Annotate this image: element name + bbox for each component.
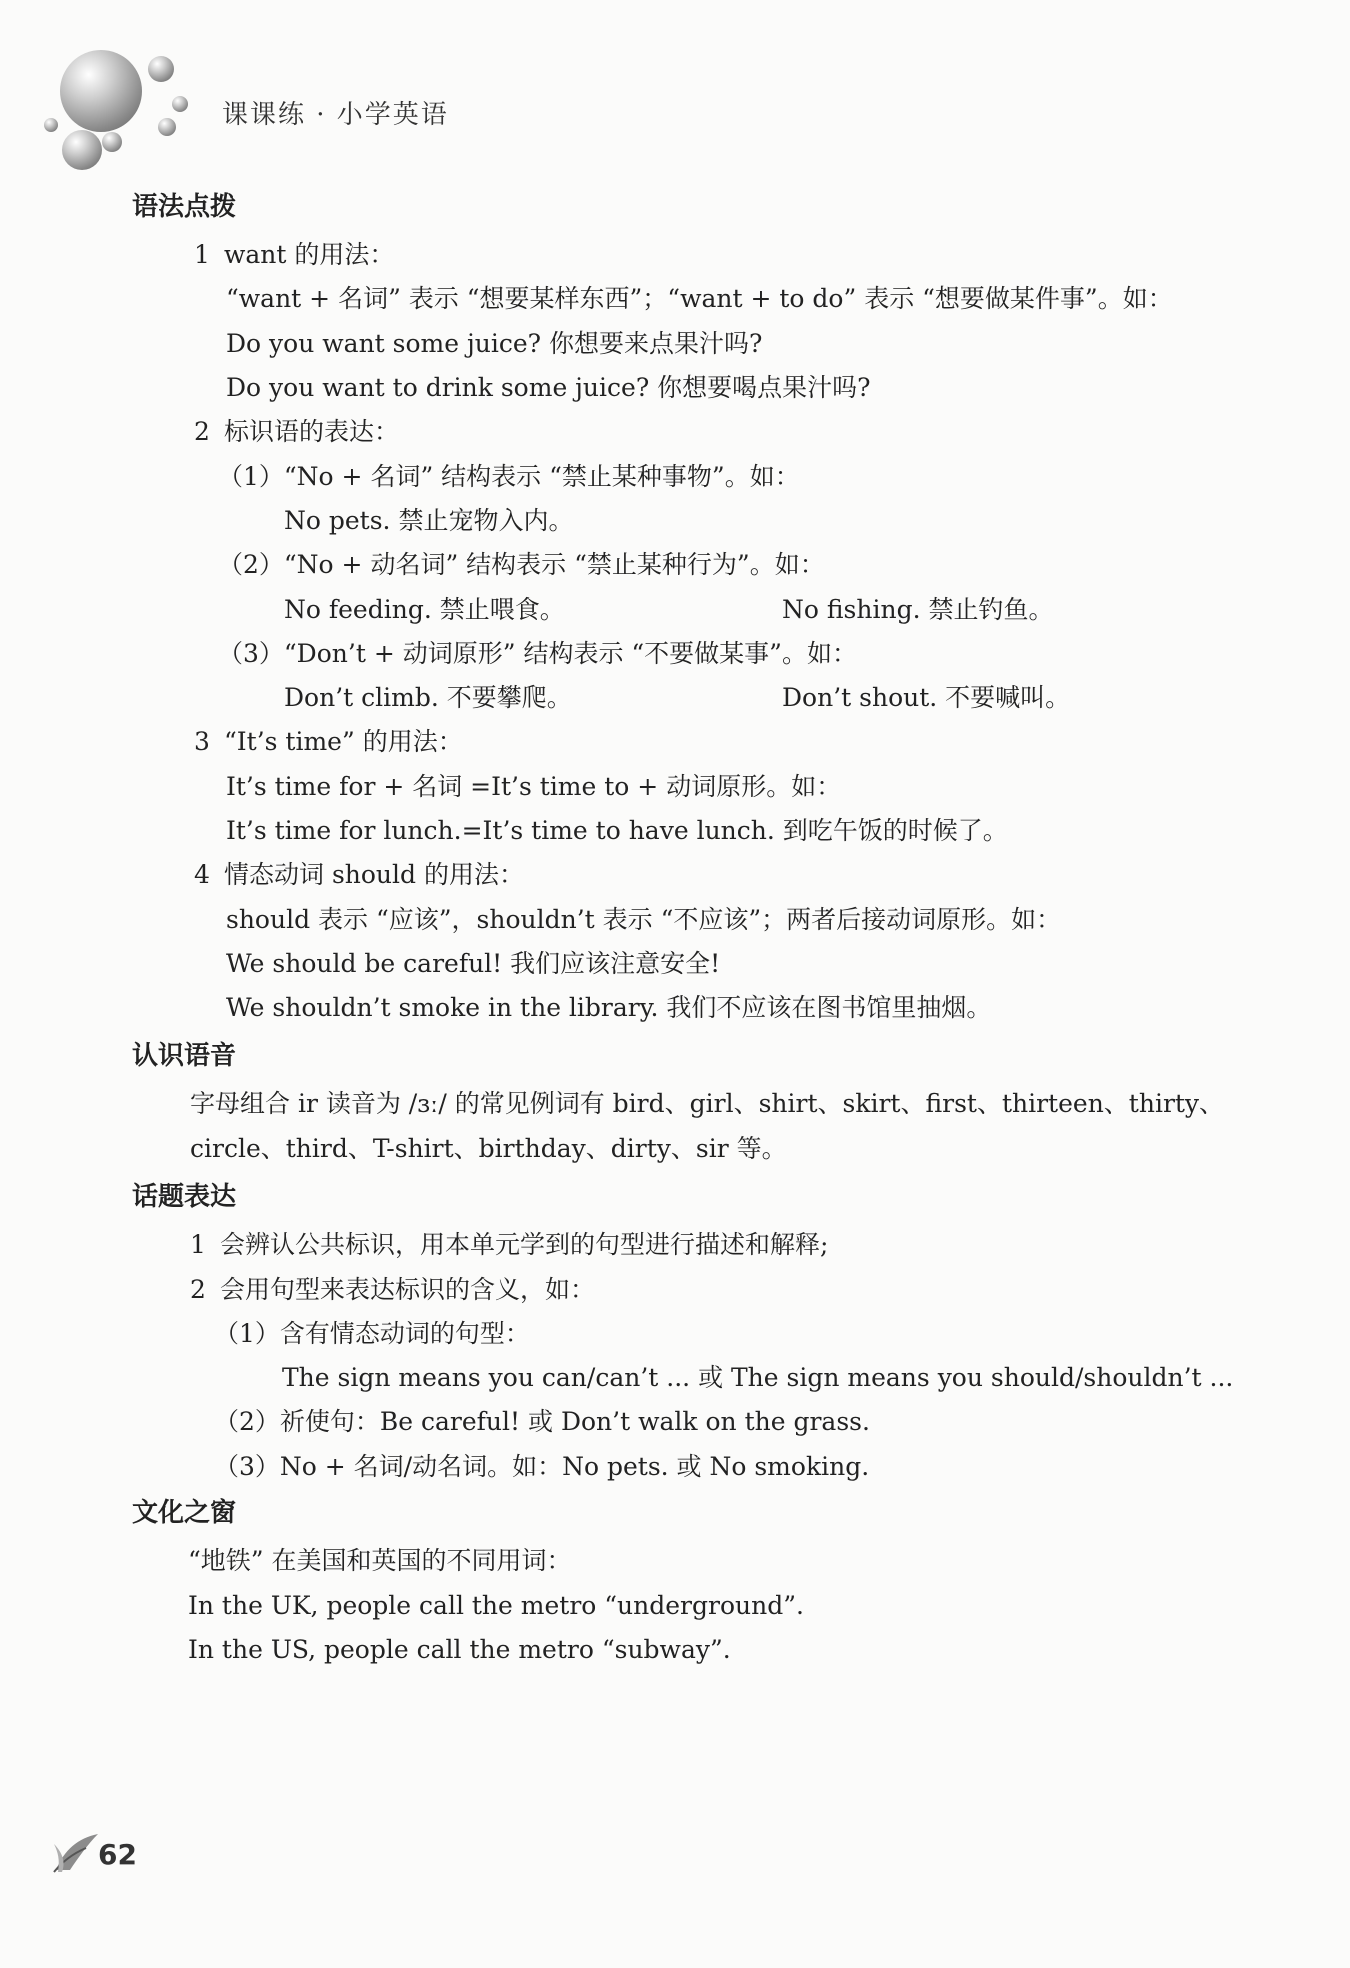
item-number: 2 <box>190 1275 206 1304</box>
culture-line: In the US, people call the metro “subway”. <box>188 1635 731 1664</box>
section-title-grammar: 语法点拨 <box>132 192 237 222</box>
item-number: 1 <box>194 240 210 269</box>
grammar-example: Do you want some juice? 你想要来点果汁吗? <box>226 329 763 358</box>
page-header-title: 课课练 · 小学英语 <box>222 100 449 130</box>
grammar-line: It’s time for + 名词 =It’s time to + 动词原形。如： <box>226 772 842 801</box>
topic-subitem: （3）No + 名词/动名词。如：No pets. 或 No smoking. <box>214 1452 870 1481</box>
item-number: 2 <box>194 417 210 446</box>
grammar-item-2 <box>194 416 399 448</box>
item-number: 4 <box>194 860 210 889</box>
grammar-line: “want + 名词” 表示 “想要某样东西”；“want + to do” 表示 “想要做某件事”。如： <box>226 284 1173 313</box>
topic-example: The sign means you can/can’t ... 或 The sign means you should/shouldn’t ... <box>282 1363 1234 1392</box>
grammar-line: should 表示 “应该”，shouldn’t 表示 “不应该”；两者后接动词原形。如： <box>226 905 1062 934</box>
grammar-example: No fishing. 禁止钓鱼。 <box>782 595 1054 624</box>
item-text: “It’s time” 的用法： <box>224 727 463 756</box>
topic-subitem: （1）含有情态动词的句型： <box>214 1319 530 1348</box>
grammar-example: Do you want to drink some juice? 你想要喝点果汁吗? <box>226 373 871 402</box>
topic-item-2 <box>190 1274 595 1306</box>
grammar-example: Don’t shout. 不要喊叫。 <box>782 683 1071 712</box>
item-number: 1 <box>190 1230 206 1259</box>
item-text: 会用句型来表达标识的含义，如： <box>220 1275 596 1304</box>
section-title-topic: 话题表达 <box>132 1182 237 1212</box>
grammar-subitem: （1）“No + 名词” 结构表示 “禁止某种事物”。如： <box>218 462 800 491</box>
grammar-example: We shouldn’t smoke in the library. 我们不应该在图书馆里抽烟。 <box>226 993 992 1022</box>
grammar-example: It’s time for lunch.=It’s time to have lunch. 到吃午饭的时候了。 <box>226 816 1008 845</box>
culture-line: “地铁” 在美国和英国的不同用词： <box>188 1546 572 1575</box>
item-text: want 的用法： <box>224 240 395 269</box>
grammar-example: We should be careful! 我们应该注意安全! <box>226 949 721 978</box>
topic-subitem: （2）祈使句：Be careful! 或 Don’t walk on the grass. <box>214 1407 870 1436</box>
item-text: 标识语的表达： <box>224 417 400 446</box>
topic-item-1 <box>190 1229 828 1261</box>
leaf-decoration-icon <box>52 1830 102 1874</box>
grammar-example: No feeding. 禁止喂食。 <box>284 595 565 624</box>
page-number: 62 <box>98 1838 137 1871</box>
phonics-line: circle、third、T-shirt、birthday、dirty、sir 等。 <box>190 1134 787 1163</box>
grammar-item-3 <box>194 726 463 758</box>
section-title-phonics: 认识语音 <box>132 1041 237 1071</box>
grammar-subitem: （2）“No + 动名词” 结构表示 “禁止某种行为”。如： <box>218 550 825 579</box>
section-title-culture: 文化之窗 <box>132 1498 237 1528</box>
bubbles-decoration-icon <box>40 40 190 170</box>
grammar-example: Don’t climb. 不要攀爬。 <box>284 683 572 712</box>
item-number: 3 <box>194 727 210 756</box>
grammar-example: No pets. 禁止宠物入内。 <box>284 506 574 535</box>
item-text: 情态动词 should 的用法： <box>224 860 524 889</box>
grammar-item-1 <box>194 239 394 271</box>
grammar-subitem: （3）“Don’t + 动词原形” 结构表示 “不要做某事”。如： <box>218 639 857 668</box>
phonics-line: 字母组合 ir 读音为 /ɜː/ 的常见例词有 bird、girl、shirt、skirt、first、thirteen、thirty、 <box>190 1089 1225 1118</box>
grammar-item-4 <box>194 859 524 891</box>
culture-line: In the UK, people call the metro “underground”. <box>188 1591 804 1620</box>
item-text: 会辨认公共标识，用本单元学到的句型进行描述和解释; <box>220 1230 829 1259</box>
